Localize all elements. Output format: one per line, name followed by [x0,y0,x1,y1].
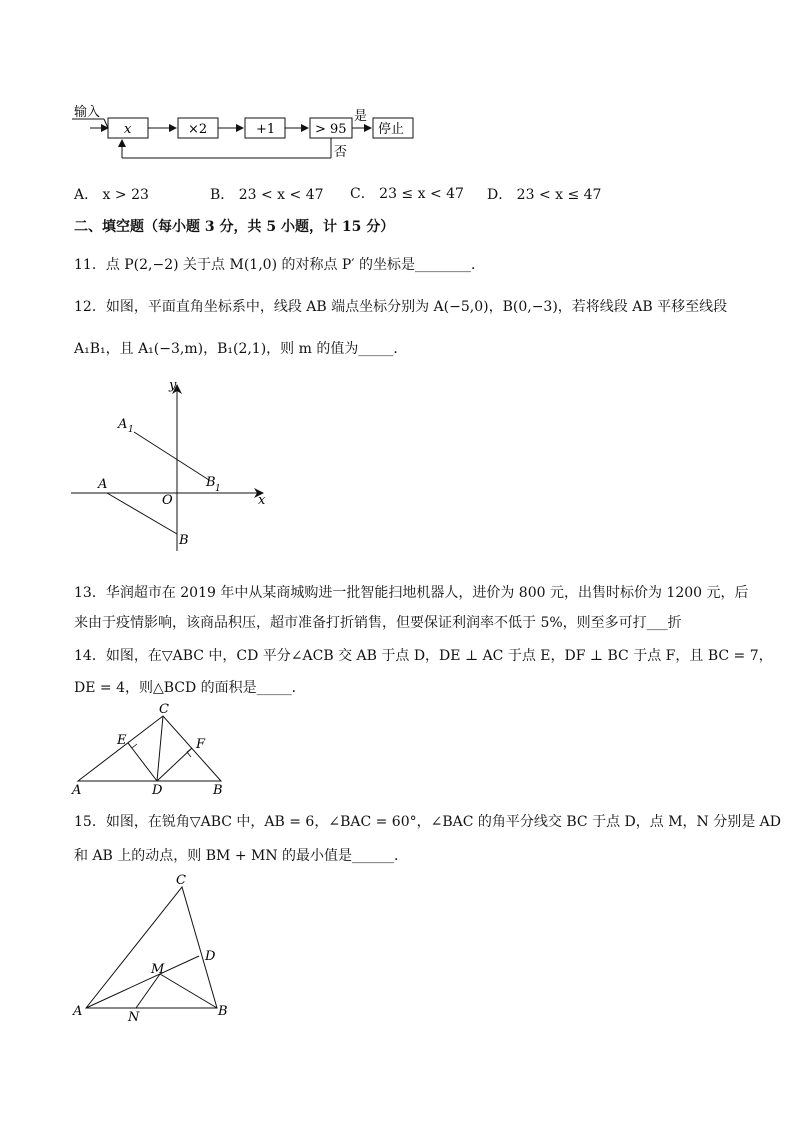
flowchart-figure [60,100,420,170]
label-f: F [196,737,206,752]
label-c: C [159,702,169,717]
label-c: C [176,873,186,888]
q14-figure [66,700,236,800]
label-b1-sub: 1 [215,484,221,494]
flow-yes-label: 是 [354,109,368,124]
q15-figure [66,870,241,1030]
y-axis-label: y [169,378,177,393]
segment-a1b1 [134,432,209,480]
q15-line2: 和 AB 上的动点，则 BM + MN 的最小值是______． [74,848,409,864]
segment-df [157,748,192,781]
label-b: B [213,783,223,798]
section2-title: 二、填空题（每小题 3 分，共 5 小题，计 15 分） [74,219,395,235]
q14-line2: DE = 4，则△BCD 的面积是_____． [74,680,306,696]
flow-box-x-label: x [124,122,132,137]
flow-box-times2-label: ×2 [188,122,208,137]
q11-text: 11．点 P(2,−2) 关于点 M(1,0) 的对称点 P′ 的坐标是________． [74,257,485,273]
q10-option-d: D． 23 < x ≤ 47 [487,187,602,203]
label-b: B [179,533,189,548]
q10-option-c: C． 23 ≤ x < 47 [350,186,464,202]
label-a: A [72,783,82,798]
q10-option-b: B． 23 < x < 47 [210,187,324,203]
flow-no-label: 否 [334,145,348,160]
label-m: M [151,962,165,977]
label-n: N [128,1010,140,1025]
label-d: D [205,949,216,964]
label-a1-sub: 1 [128,425,134,435]
flow-box-stop-label: 停止 [378,122,405,137]
flow-box-compare-label: > 95 [315,122,347,137]
bisector-ad [86,956,199,1008]
label-d: D [152,783,163,798]
q12-line1: 12．如图，平面直角坐标系中，线段 AB 端点坐标分别为 A(−5,0)，B(0,−3)，若将线段 AB 平移至线段 [74,299,728,315]
q13-line2: 来由于疫情影响，该商品积压，超市准备打折销售，但要保证利润率不低于 5%，则至多可打___折 [74,615,682,631]
segment-cd [157,716,163,781]
flow-box-plus1-label: +1 [256,122,276,137]
q10-option-a: A． x > 23 [74,187,149,203]
segment-de [128,743,157,781]
label-o: O [162,493,173,508]
q12-figure [66,376,276,556]
q14-line1: 14．如图，在▽ABC 中，CD 平分∠ACB 交 AB 于点 D，DE ⊥ AC 于点 E，DF ⊥ BC 于点 F，且 BC = 7， [74,648,773,664]
label-a: A [98,477,108,492]
label-b1: B [206,475,216,490]
label-a1: A [118,417,128,432]
q13-line1: 13．华润超市在 2019 年中从某商城购进一批智能扫地机器人，进价为 800 元，出售时标价为 1200 元，后 [74,585,749,601]
label-b: B [218,1004,228,1019]
flowchart-input-label: 输入 [74,105,101,120]
triangle-abc [86,887,217,1008]
label-a: A [73,1004,83,1019]
q12-line2: A₁B₁，且 A₁(−3,m)，B₁(2,1)，则 m 的值为_____． [74,341,408,357]
q15-line1: 15．如图，在锐角▽ABC 中，AB = 6，∠BAC = 60°，∠BAC 的角平分线交 BC 于点 D，点 M，N 分别是 AD [74,814,782,830]
label-e: E [117,733,127,748]
x-axis-label: x [258,493,266,508]
